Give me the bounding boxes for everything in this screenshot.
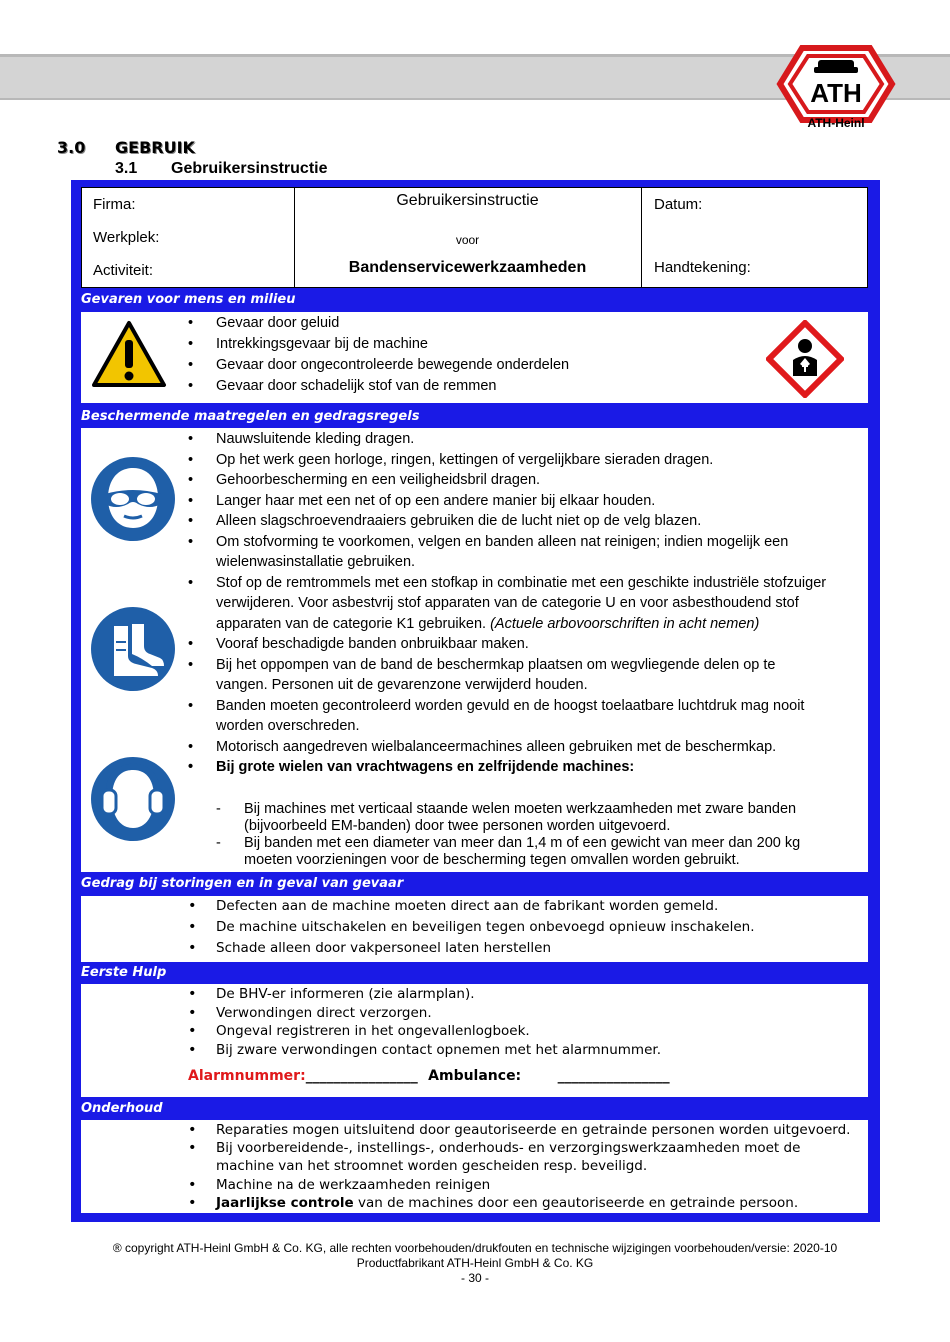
footer-copyright: ® copyright ATH-Heinl GmbH & Co. KG, alle rechten voorbehouden/drukfouten en technische wijzigingen voorbehouden/versie: 2020-10 xyxy=(112,1241,838,1255)
instruction-subject: Bandenservicewerkzaamheden xyxy=(348,259,587,276)
list-item: • Vooraf beschadigde banden onbruikbaar maken. xyxy=(188,634,828,655)
footer-manufacturer: Productfabrikant ATH-Heinl GmbH & Co. KG xyxy=(356,1256,594,1270)
list-item: • Defecten aan de machine moeten direct aan de fabrikant worden gemeld. xyxy=(188,896,755,917)
eerste-hulp-heading: Eerste Hulp xyxy=(81,965,167,980)
maatregelen-list xyxy=(188,429,828,778)
list-item: • Alleen slagschroevendraaiers gebruiken die de lucht niet op de velg blazen. xyxy=(188,511,828,532)
list-item-bold: Jaarlijkse controle xyxy=(216,1194,354,1211)
instruction-voor: voor xyxy=(455,233,480,247)
instruction-title: Gebruikersinstructie xyxy=(396,192,539,209)
list-item: • Gevaar door schadelijk stof van de remmen xyxy=(188,376,569,397)
safety-goggles-icon xyxy=(90,456,176,542)
list-item: • Gevaar door geluid xyxy=(188,313,569,334)
alarm-label: Alarmnummer: xyxy=(188,1068,306,1084)
list-item: • Langer haar met een net of op een andere manier bij elkaar houden. xyxy=(188,491,828,512)
logo-text: ATH xyxy=(810,78,862,108)
list-item-text: Stof op de remtrommels met een stofkap in combinatie met een geschikte industriële stofzuiger verwijderen. Voor asbestvrij stof apparaten van de categorie U en voor asbesthoudend stof apparaten van de categorie K1 gebruiken. xyxy=(216,574,827,632)
subsection-title: Gebruikersinstructie xyxy=(171,160,328,177)
list-item: • Intrekkingsgevaar bij de machine xyxy=(188,334,569,355)
onderhoud-list xyxy=(188,1121,858,1212)
list-item: • De BHV-er informeren (zie alarmplan). xyxy=(188,985,661,1004)
logo-caption: ATH-Heinl xyxy=(807,116,865,130)
list-item xyxy=(188,573,828,635)
eerste-hulp-list xyxy=(188,985,661,1059)
subsection-number: 3.1 xyxy=(115,160,138,177)
list-item: • Bij grote wielen van vrachtwagens en zelfrijdende machines: xyxy=(188,757,828,778)
instruction-table xyxy=(81,187,868,288)
section-number: 3.0 xyxy=(57,138,86,157)
section-title: GEBRUIK xyxy=(115,138,195,157)
list-item-note: (Actuele arbovoorschriften in acht nemen) xyxy=(490,615,760,632)
list-item: • Bij zware verwondingen contact opnemen met het alarmnummer. xyxy=(188,1041,661,1060)
datum-label: Datum: xyxy=(654,196,703,213)
list-item: • Bij voorbereidende-, instellings-, onderhouds- en verzorgingswerkzaamheden moet de machine van het stroomnet worden gescheiden resp. beveiligd. xyxy=(188,1139,858,1175)
ear-protection-icon xyxy=(90,756,176,842)
sub-list-item: - Bij banden met een diameter van meer dan 1,4 m of een gewicht van meer dan 200 kg moeten voorzieningen voor de bescherming tegen omvallen worden gebruikt. xyxy=(216,835,836,869)
alarm-line xyxy=(188,1068,670,1084)
list-item: • Gehoorbescherming en een veiligheidsbril dragen. xyxy=(188,470,828,491)
safety-boots-icon xyxy=(90,606,176,692)
storingen-heading: Gedrag bij storingen en in geval van gevaar xyxy=(81,876,404,891)
handtekening-label: Handtekening: xyxy=(654,259,751,276)
page-number: - 30 - xyxy=(460,1271,489,1285)
list-item: • Om stofvorming te voorkomen, velgen en banden alleen nat reinigen; indien mogelijk een wielenwasinstallatie gebruiken. xyxy=(188,532,828,573)
onderhoud-heading: Onderhoud xyxy=(81,1101,163,1116)
activiteit-label: Activiteit: xyxy=(93,262,154,279)
werkplek-label: Werkplek: xyxy=(93,229,160,246)
alarm-blank: ________________ xyxy=(305,1068,418,1084)
list-item: • Gevaar door ongecontroleerde bewegende onderdelen xyxy=(188,355,569,376)
list-item: • Banden moeten gecontroleerd worden gevuld en de hoogst toelaatbare luchtdruk mag nooit worden overschreden. xyxy=(188,696,828,737)
sub-list-item: - Bij machines met verticaal staande welen moeten werkzaamheden met zware banden (bijvoorbeeld EM-banden) door twee personen worden uitgevoerd. xyxy=(216,801,836,835)
ambulance-label: Ambulance: xyxy=(428,1068,522,1084)
gevaren-list xyxy=(188,313,569,397)
firma-label: Firma: xyxy=(93,196,136,213)
list-item: • Op het werk geen horloge, ringen, kettingen of vergelijkbare sieraden dragen. xyxy=(188,450,828,471)
list-item: • Bij het oppompen van de band de beschermkap plaatsen om wegvliegende delen op te vangen. Personen uit de gevarenzone verwijderd houden. xyxy=(188,655,828,696)
list-item: • Verwondingen direct verzorgen. xyxy=(188,1004,661,1023)
list-item: • Schade alleen door vakpersoneel laten herstellen xyxy=(188,938,755,959)
list-item: • Machine na de werkzaamheden reinigen xyxy=(188,1176,858,1194)
list-item: • Nauwsluitende kleding dragen. xyxy=(188,429,828,450)
list-item xyxy=(188,1194,858,1212)
list-item: • Motorisch aangedreven wielbalanceermachines alleen gebruiken met de beschermkap. xyxy=(188,737,828,758)
gevaren-heading: Gevaren voor mens en milieu xyxy=(81,292,296,307)
ambulance-blank: ________________ xyxy=(557,1068,670,1084)
maatregelen-heading: Beschermende maatregelen en gedragsregels xyxy=(81,409,420,424)
list-item: • Ongeval registreren in het ongevallenlogboek. xyxy=(188,1022,661,1041)
warning-triangle-icon xyxy=(91,320,167,388)
list-item: • Reparaties mogen uitsluitend door geautoriseerde en getrainde personen worden uitgevoerd. xyxy=(188,1121,858,1139)
storingen-list xyxy=(188,896,755,959)
list-item: • De machine uitschakelen en beveiligen tegen onbevoegd opnieuw inschakelen. xyxy=(188,917,755,938)
maatregelen-sublist xyxy=(216,801,836,869)
list-item-text: van de machines door een geautoriseerde en getrainde persoon. xyxy=(358,1194,799,1211)
health-hazard-icon xyxy=(766,320,844,398)
